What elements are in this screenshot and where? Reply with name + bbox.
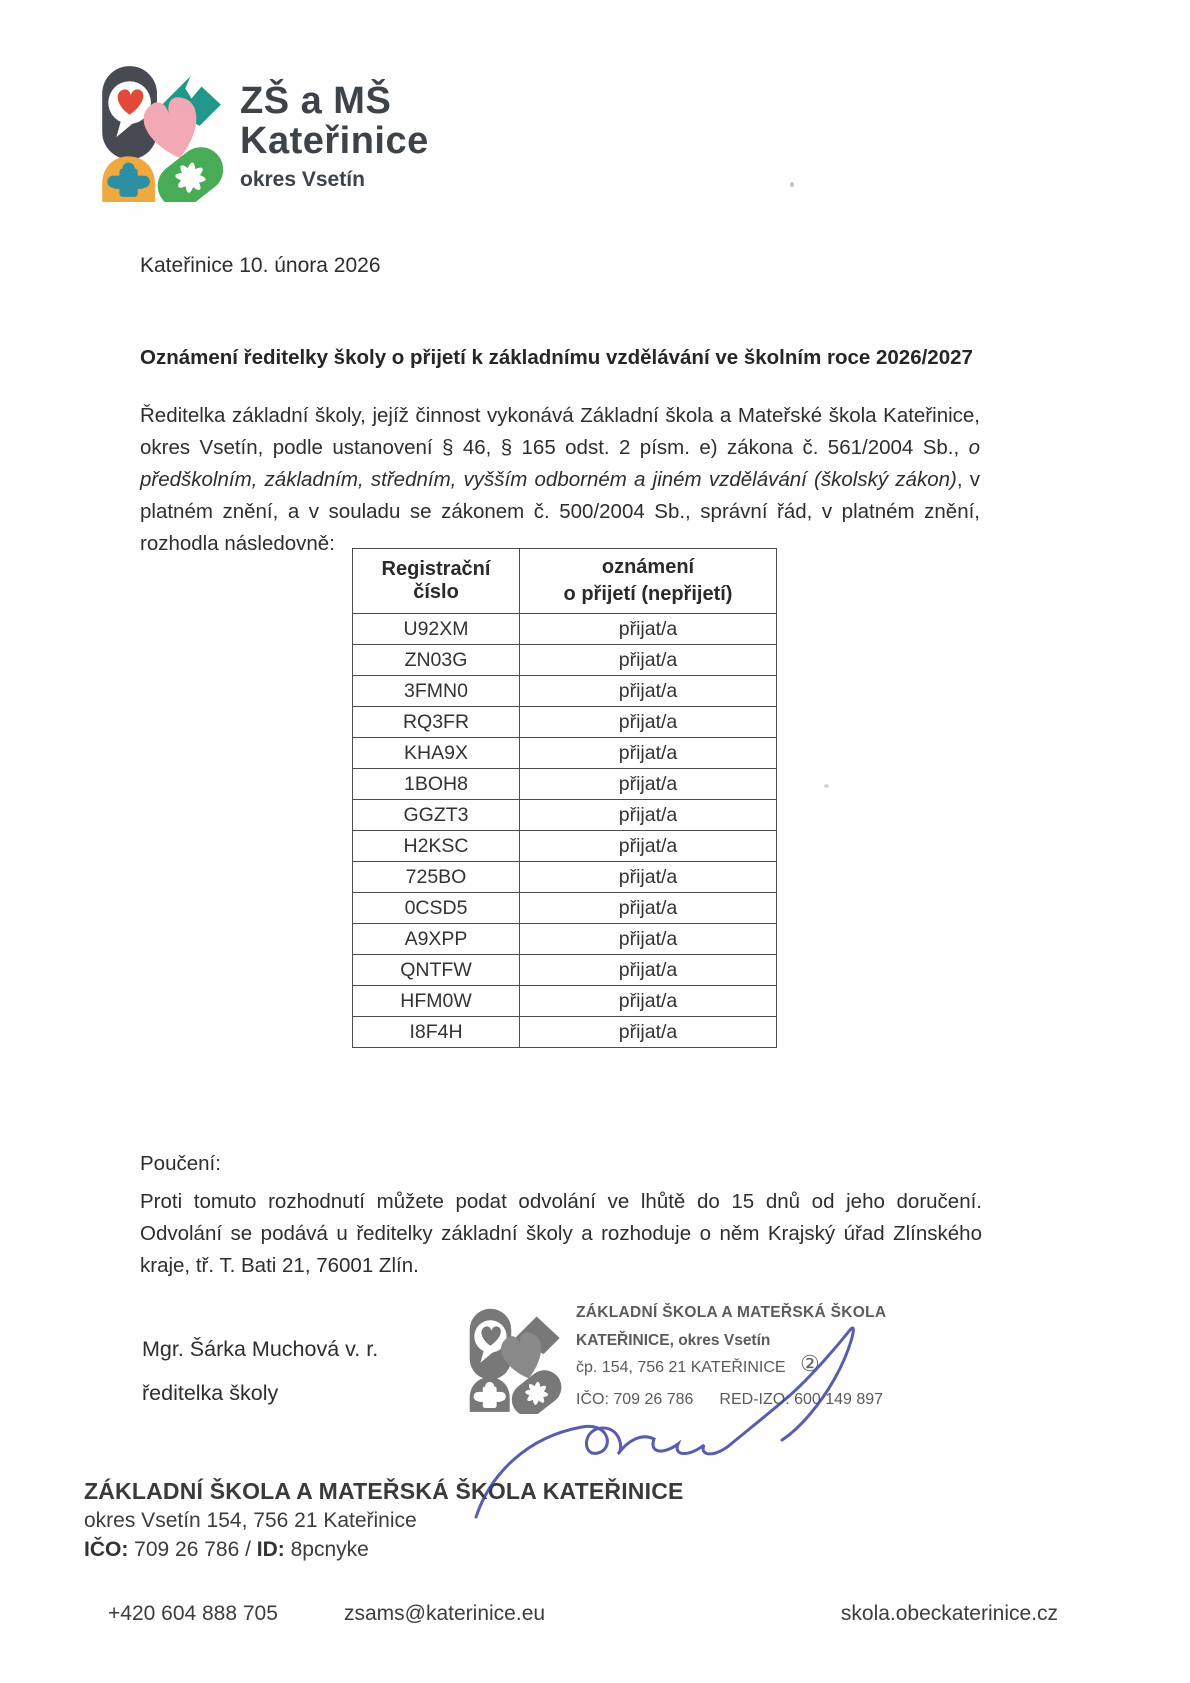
- signer-role: ředitelka školy: [142, 1381, 279, 1405]
- registration-cell: 0CSD5: [353, 893, 520, 924]
- table-row: [353, 769, 777, 800]
- decision-cell: přijat/a: [520, 769, 777, 800]
- table-row: [353, 614, 777, 645]
- id-value: 8pcnyke: [284, 1538, 369, 1561]
- footer-ico-id-line: [84, 1538, 369, 1562]
- table-row: [353, 924, 777, 955]
- header-decision-line2: o přijetí (nepřijetí): [563, 583, 733, 605]
- registration-cell: QNTFW: [353, 955, 520, 986]
- table-row: [353, 831, 777, 862]
- intro-part3: , v platném znění, a v souladu se zákonem č. 500/2004 Sb., správní řád, v platném znění, rozhodla následovně:: [140, 467, 980, 555]
- decision-cell: přijat/a: [520, 614, 777, 645]
- table-row: [353, 676, 777, 707]
- stamp-badge-circled-2: ②: [800, 1351, 820, 1376]
- registration-cell: 3FMN0: [353, 676, 520, 707]
- table-row: [353, 862, 777, 893]
- table-header-row: [353, 549, 777, 614]
- contact-website: skola.obeckaterinice.cz: [840, 1602, 1058, 1625]
- stamp-text: [576, 1304, 922, 1409]
- stamp-line3: čp. 154, 756 21 KATEŘINICE: [576, 1359, 786, 1376]
- scan-speck: [790, 182, 794, 187]
- decision-cell: přijat/a: [520, 707, 777, 738]
- contact-email: zsams@katerinice.eu: [344, 1602, 546, 1625]
- decision-cell: přijat/a: [520, 862, 777, 893]
- ico-value: 709 26 786 /: [128, 1538, 257, 1561]
- registration-cell: I8F4H: [353, 1017, 520, 1048]
- table-row: [353, 955, 777, 986]
- registration-cell: KHA9X: [353, 738, 520, 769]
- registration-cell: ZN03G: [353, 645, 520, 676]
- notice-label: Poučení:: [140, 1152, 221, 1175]
- decision-cell: přijat/a: [520, 800, 777, 831]
- registration-cell: RQ3FR: [353, 707, 520, 738]
- table-row: [353, 800, 777, 831]
- decision-cell: přijat/a: [520, 645, 777, 676]
- stamp-line2: KATEŘINICE, okres Vsetín: [576, 1332, 771, 1349]
- footer-address: okres Vsetín 154, 756 21 Kateřinice: [84, 1509, 417, 1532]
- school-logo: [92, 60, 429, 202]
- stamp-ico: IČO: 709 26 786: [576, 1391, 694, 1408]
- intro-law-citation: o předškolním, základním, středním, vyšším odborném a jiném vzdělávání (školský zákon): [140, 435, 980, 491]
- contact-phone: +420 604 888 705: [108, 1602, 278, 1625]
- decision-cell: přijat/a: [520, 924, 777, 955]
- school-logo-icon: [92, 60, 224, 202]
- stamp-red-izo: RED-IZO: 600 149 897: [719, 1391, 884, 1408]
- signer-name: Mgr. Šárka Muchová v. r.: [142, 1337, 379, 1361]
- footer-organization-name: ZÁKLADNÍ ŠKOLA A MATEŘSKÁ ŠKOLA KATEŘINICE: [84, 1478, 684, 1504]
- decision-cell: přijat/a: [520, 986, 777, 1017]
- registration-cell: 1BOH8: [353, 769, 520, 800]
- decision-cell: přijat/a: [520, 738, 777, 769]
- decision-cell: přijat/a: [520, 1017, 777, 1048]
- table-row: [353, 893, 777, 924]
- registration-cell: U92XM: [353, 614, 520, 645]
- registration-cell: 725BO: [353, 862, 520, 893]
- ico-label: IČO:: [84, 1538, 129, 1561]
- registration-cell: HFM0W: [353, 986, 520, 1017]
- decision-cell: přijat/a: [520, 955, 777, 986]
- document-title: Oznámení ředitelky školy o přijetí k základnímu vzdělávání ve školním roce 2026/2027: [140, 346, 973, 369]
- header-decision-line1: oznámení: [601, 556, 695, 578]
- date-line: Kateřinice 10. února 2026: [140, 254, 381, 277]
- table-row: [353, 707, 777, 738]
- stamp-line4: [576, 1391, 922, 1409]
- logo-title-line2: Kateřinice: [240, 119, 429, 162]
- decision-cell: přijat/a: [520, 676, 777, 707]
- scan-speck: [824, 784, 829, 788]
- notice-paragraph: Proti tomuto rozhodnutí můžete podat odvolání ve lhůtě do 15 dnů od jeho doručení. Odvolání se podává u ředitelky základní školy a rozhoduje o něm Krajský úřad Zlínského kraje, tř. T. Bati 21, 76001 Zlín.: [140, 1190, 982, 1277]
- stamp-logo-icon: [462, 1302, 562, 1414]
- table-row: [353, 645, 777, 676]
- table-row: [353, 1017, 777, 1048]
- registration-cell: GGZT3: [353, 800, 520, 831]
- stamp-line1: ZÁKLADNÍ ŠKOLA A MATEŘSKÁ ŠKOLA: [576, 1304, 887, 1321]
- header-registration-number: Registrační číslo: [353, 549, 520, 614]
- decision-cell: přijat/a: [520, 893, 777, 924]
- decision-cell: přijat/a: [520, 831, 777, 862]
- registration-cell: H2KSC: [353, 831, 520, 862]
- table-row: [353, 738, 777, 769]
- school-logo-text: [240, 82, 429, 192]
- header-decision: [520, 549, 777, 614]
- registration-results-table: [352, 548, 777, 1048]
- id-label: ID:: [256, 1538, 285, 1561]
- logo-title-line1: ZŠ a MŠ: [240, 80, 392, 122]
- school-stamp: [462, 1296, 922, 1466]
- logo-subtitle: okres Vsetín: [240, 167, 365, 191]
- registration-cell: A9XPP: [353, 924, 520, 955]
- table-row: [353, 986, 777, 1017]
- intro-paragraph: [140, 400, 980, 560]
- intro-part1: Ředitelka základní školy, jejíž činnost vykonává Základní škola a Mateřské škola Kateřinice, okres Vsetín, podle ustanovení § 46, § 165 odst. 2 písm. e) zákona č. 561/2004 Sb.,: [140, 404, 980, 459]
